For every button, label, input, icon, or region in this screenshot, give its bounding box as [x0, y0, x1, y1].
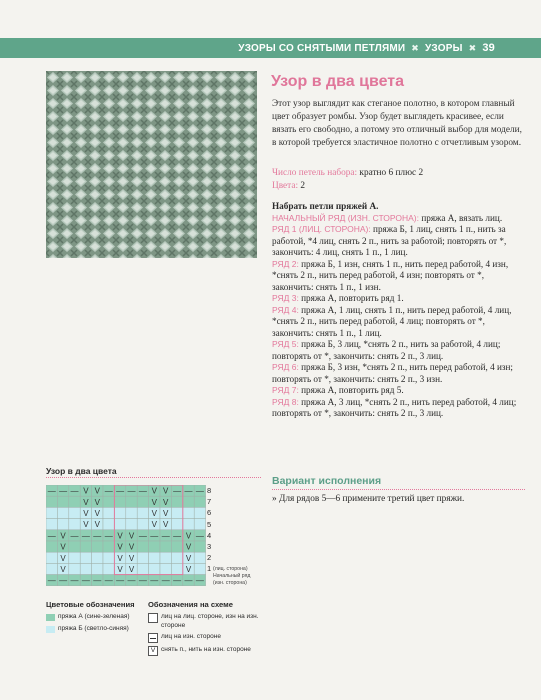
row-instruction: [272, 293, 527, 305]
chart-cell: [126, 496, 137, 507]
chart-cell: [69, 496, 80, 507]
row-number: 4: [207, 530, 212, 540]
chart-cell: [46, 552, 57, 563]
separator-icon: ✖: [411, 42, 420, 53]
yarn-b-swatch: [46, 626, 55, 633]
separator-icon: ✖: [468, 42, 477, 53]
slip-stitch-icon: V: [148, 646, 158, 656]
slip-stitch-symbol: V: [128, 565, 135, 574]
chart-cell: [149, 552, 160, 563]
legend-symbol-v: [148, 646, 263, 656]
swatch-texture: [46, 71, 257, 258]
row-note-1: (лиц. сторона): [213, 566, 248, 572]
chart-cell: [183, 496, 194, 507]
chart-cell: [46, 496, 57, 507]
row-instruction: [272, 224, 527, 259]
row-text: пряжа А, 1 лиц, снять 1 п., нить перед работой, 4 лиц, *снять 2 п., нить перед работой, 4 лиц; повторять от *, закончить: снять 1 п., 1 лиц.: [272, 304, 512, 338]
slip-stitch-symbol: V: [163, 520, 169, 530]
purl-symbol: —: [150, 576, 159, 586]
chart-cell: [194, 563, 205, 574]
chart-cell: [69, 552, 80, 563]
pattern-title: Узор в два цвета: [271, 73, 404, 90]
yarn-b-label: пряжа Б (светло-синяя): [58, 624, 129, 632]
pattern-meta: [272, 167, 527, 192]
chart-cell: [46, 541, 57, 552]
purl-symbol: —: [195, 531, 204, 541]
variant-title: Вариант исполнения: [272, 475, 382, 487]
chart-cell: [46, 563, 57, 574]
row-instruction: [272, 362, 527, 385]
pattern-intro: Этот узор выглядит как стеганое полотно, в котором главный цвет образует ромбы. Узор будет выглядеть красивее, если вязать его свободно, а потому это отличный выбор для модели, в которой требуется эластичное полотно с отчетливым узором.: [272, 99, 522, 148]
legend-yarn-b: [46, 625, 146, 634]
row-instruction: [272, 339, 527, 362]
row-number: 1: [207, 564, 212, 574]
slip-stitch-symbol: V: [128, 531, 135, 541]
row-text: пряжа Б, 1 лиц, снять 1 п., нить за работой, *4 лиц, снять 2 п., нить за работой; повторять от *, закончить: 4 лиц, снять 1 п., 1 лиц.: [272, 224, 507, 257]
row-number: 2: [207, 553, 212, 563]
chart-title: Узор в два цвета: [46, 466, 117, 476]
slip-stitch-symbol: V: [83, 497, 89, 507]
row-text: пряжа А, повторить ряд 5.: [301, 385, 404, 395]
slip-stitch-symbol: V: [94, 509, 100, 518]
chart-cell: [103, 507, 114, 518]
chart-cell: [194, 496, 205, 507]
purl-symbol: —: [138, 576, 147, 586]
chart-cell: [183, 519, 194, 530]
chart-cell: [137, 552, 148, 563]
purl-symbol: —: [195, 486, 204, 496]
slip-stitch-symbol: V: [151, 497, 157, 507]
chart-divider: [46, 477, 261, 478]
row-number: 3: [207, 541, 212, 551]
chart-cell: [103, 541, 114, 552]
purl-symbol: —: [173, 486, 182, 496]
chart-cell: [137, 507, 148, 518]
row-label: РЯД 4:: [272, 304, 299, 315]
empty-cell-icon: [148, 613, 158, 623]
legend-symbol-empty: [148, 613, 263, 630]
row-label: РЯД 1 (ЛИЦ. СТОРОНА):: [272, 224, 371, 234]
chart-cell: [57, 519, 68, 530]
slip-stitch-symbol: V: [128, 542, 135, 552]
chart-cell: [171, 563, 182, 574]
symbol-empty-label: лиц на лиц. стороне, изн на изн. стороне: [161, 613, 259, 629]
chart-cell: [103, 519, 114, 530]
slip-stitch-symbol: V: [185, 553, 192, 563]
chart-cell: [92, 552, 103, 563]
chart-cell: [126, 507, 137, 518]
row-instruction: [272, 259, 527, 294]
slip-stitch-symbol: V: [163, 509, 169, 518]
cast-on-text: Набрать петли пряжей А.: [272, 201, 379, 211]
purl-symbol: —: [104, 486, 113, 496]
slip-stitch-symbol: V: [151, 509, 157, 518]
purl-symbol: —: [161, 576, 170, 586]
row-label: НАЧАЛЬНЫЙ РЯД (ИЗН. СТОРОНА):: [272, 212, 420, 223]
row-note-2: Начальный ряд: [213, 573, 251, 579]
page-number: 39: [482, 42, 495, 54]
slip-stitch-symbol: V: [94, 497, 100, 507]
slip-stitch-symbol: V: [60, 565, 66, 574]
row-number: 5: [207, 519, 212, 529]
symbol-dash-label: лиц на изн. стороне: [161, 633, 221, 640]
chart-cell: [69, 541, 80, 552]
slip-stitch-symbol: V: [151, 520, 157, 530]
slip-stitch-symbol: V: [94, 486, 100, 496]
chart-cell: [160, 552, 171, 563]
purl-symbol: —: [70, 486, 79, 496]
purl-symbol: —: [47, 576, 56, 586]
chart-cell: [92, 563, 103, 574]
slip-stitch-symbol: V: [117, 565, 123, 574]
purl-symbol: —: [127, 486, 136, 496]
slip-stitch-symbol: V: [60, 553, 66, 563]
purl-symbol: —: [161, 531, 170, 541]
purl-symbol: —: [93, 531, 102, 541]
chart-cell: [57, 507, 68, 518]
row-instruction: [272, 397, 527, 420]
purl-symbol: —: [116, 576, 125, 586]
chart-cell: [57, 496, 68, 507]
purl-symbol: —: [81, 531, 90, 541]
slip-stitch-symbol: V: [117, 531, 123, 541]
row-text: пряжа Б, 1 изн, снять 1 п., нить перед работой, 4 изн, *снять 2 п., нить перед работой, 4 изн; повторять от *, закончить: снять 1 п., 1 изн.: [272, 258, 509, 292]
row-label: РЯД 8:: [272, 396, 299, 407]
row-number: 8: [207, 486, 212, 495]
chart-cell: [171, 507, 182, 518]
purl-symbol: —: [104, 576, 113, 586]
chart-cell: [80, 552, 91, 563]
symbol-v-label: снять п., нить на изн. стороне: [161, 646, 251, 653]
chart-cell: [46, 507, 57, 518]
variant-text: » Для рядов 5—6 примените третий цвет пряжи.: [272, 494, 465, 504]
chart-cell: [103, 552, 114, 563]
chart-cell: [194, 507, 205, 518]
row-text: пряжа А, вязать лиц.: [421, 212, 503, 223]
colors-value: 2: [300, 180, 306, 191]
dash-cell-icon: [148, 633, 158, 643]
variant-divider: [272, 489, 525, 490]
slip-stitch-symbol: V: [128, 553, 135, 563]
chart-cell: [46, 519, 57, 530]
purl-symbol: —: [104, 531, 113, 541]
slip-stitch-symbol: V: [60, 542, 66, 552]
purl-symbol: —: [138, 486, 147, 496]
section-title: УЗОРЫ СО СНЯТЫМИ ПЕТЛЯМИ: [238, 42, 406, 54]
chart-cell: [137, 496, 148, 507]
purl-symbol: —: [127, 576, 136, 586]
chart-cell: [137, 519, 148, 530]
chart-cell: [171, 552, 182, 563]
row-instruction: [272, 213, 527, 225]
slip-stitch-symbol: V: [94, 520, 100, 530]
chart-cell: [69, 519, 80, 530]
chart-cell: [103, 496, 114, 507]
chart-cell: [137, 563, 148, 574]
chart-cell: [114, 519, 125, 530]
slip-stitch-symbol: V: [185, 531, 192, 541]
purl-symbol: —: [59, 576, 68, 586]
purl-symbol: —: [81, 576, 90, 586]
legend-yarn-a: [46, 613, 146, 622]
purl-symbol: —: [70, 531, 79, 541]
colors-label: Цвета:: [272, 180, 299, 191]
color-legend: [46, 600, 146, 636]
yarn-a-swatch: [46, 614, 55, 621]
instructions: [272, 201, 527, 420]
slip-stitch-symbol: V: [83, 520, 89, 530]
row-text: пряжа Б, 3 изн, *снять 2 п., нить перед работой, 4 изн; повторять от *, закончить: снять 2 п., 3 изн.: [272, 362, 513, 384]
chart-cell: [103, 563, 114, 574]
chart-row-numbers: [207, 485, 267, 575]
row-label: РЯД 7:: [272, 385, 299, 395]
chart-cell: [171, 541, 182, 552]
knitting-chart: [46, 485, 206, 586]
slip-stitch-symbol: V: [163, 486, 169, 496]
multiple-label: Число петель набора:: [272, 168, 358, 178]
chart-cell: [183, 507, 194, 518]
chart-cell: [149, 541, 160, 552]
purl-symbol: —: [59, 486, 68, 496]
purl-symbol: —: [173, 531, 182, 541]
row-label: РЯД 5:: [272, 339, 299, 349]
chart-cell: [160, 541, 171, 552]
row-text: пряжа Б, 3 лиц, *снять 2 п., нить за работой, 4 лиц; повторять от *, закончить: снять 2 п., 3 лиц.: [272, 339, 501, 361]
chart-cell: [160, 563, 171, 574]
purl-symbol: —: [184, 486, 193, 496]
row-label: РЯД 3:: [272, 293, 299, 303]
purl-symbol: —: [138, 531, 147, 541]
row-number: 6: [207, 508, 212, 518]
chart-cell: [126, 519, 137, 530]
row-label: РЯД 6:: [272, 362, 299, 372]
chapter-title: УЗОРЫ: [425, 42, 463, 54]
chart-cell: [194, 541, 205, 552]
legend-symbol-dash: [148, 633, 263, 643]
row-text: пряжа А, 3 лиц, *снять 2 п., нить перед работой, 4 лиц; повторять от *, закончить: снять 2 п., 3 лиц.: [272, 396, 517, 418]
chart-cell: [171, 519, 182, 530]
slip-stitch-symbol: V: [60, 531, 66, 541]
chart-cell: [114, 496, 125, 507]
purl-symbol: —: [93, 576, 102, 586]
header-bar: [0, 38, 541, 58]
chart-cell: [137, 541, 148, 552]
purl-symbol: —: [195, 576, 204, 586]
slip-stitch-symbol: V: [185, 565, 192, 574]
slip-stitch-symbol: V: [163, 497, 169, 507]
slip-stitch-symbol: V: [83, 486, 89, 496]
purl-symbol: —: [116, 486, 125, 496]
chart-cell: [80, 563, 91, 574]
chart-cell: [171, 496, 182, 507]
chart-cell: [69, 563, 80, 574]
row-text: пряжа А, повторить ряд 1.: [301, 293, 404, 303]
chart-cell: [69, 507, 80, 518]
yarn-a-label: пряжа А (сине-зеленая): [58, 613, 130, 620]
chart-cell: [194, 519, 205, 530]
slip-stitch-symbol: V: [185, 542, 192, 552]
row-note-3: (изн. сторона): [213, 580, 247, 586]
chart-cell: [92, 541, 103, 552]
purl-symbol: —: [70, 576, 79, 586]
chart-cell: [80, 541, 91, 552]
purl-symbol: —: [150, 531, 159, 541]
running-header: [238, 40, 495, 56]
slip-stitch-symbol: V: [117, 553, 123, 563]
slip-stitch-symbol: V: [83, 509, 89, 518]
purl-symbol: —: [47, 486, 56, 496]
symbol-legend-title: Обозначения на схеме: [148, 600, 233, 609]
multiple-value: кратно 6 плюс 2: [359, 168, 424, 178]
purl-symbol: —: [173, 576, 182, 586]
color-legend-title: Цветовые обозначения: [46, 600, 135, 609]
row-instruction: [272, 305, 527, 340]
row-instruction: [272, 385, 527, 397]
row-label: РЯД 2:: [272, 258, 299, 269]
chart-cell: [114, 507, 125, 518]
slip-stitch-symbol: V: [117, 542, 123, 552]
slip-stitch-symbol: V: [151, 486, 157, 496]
chart-row-note: [213, 566, 268, 587]
chart-cell: [149, 563, 160, 574]
knitted-swatch-photo: [46, 71, 257, 258]
purl-symbol: —: [184, 576, 193, 586]
chart-cell: [194, 552, 205, 563]
symbol-legend: [148, 600, 263, 659]
purl-symbol: —: [47, 531, 56, 541]
row-number: 7: [207, 497, 212, 507]
